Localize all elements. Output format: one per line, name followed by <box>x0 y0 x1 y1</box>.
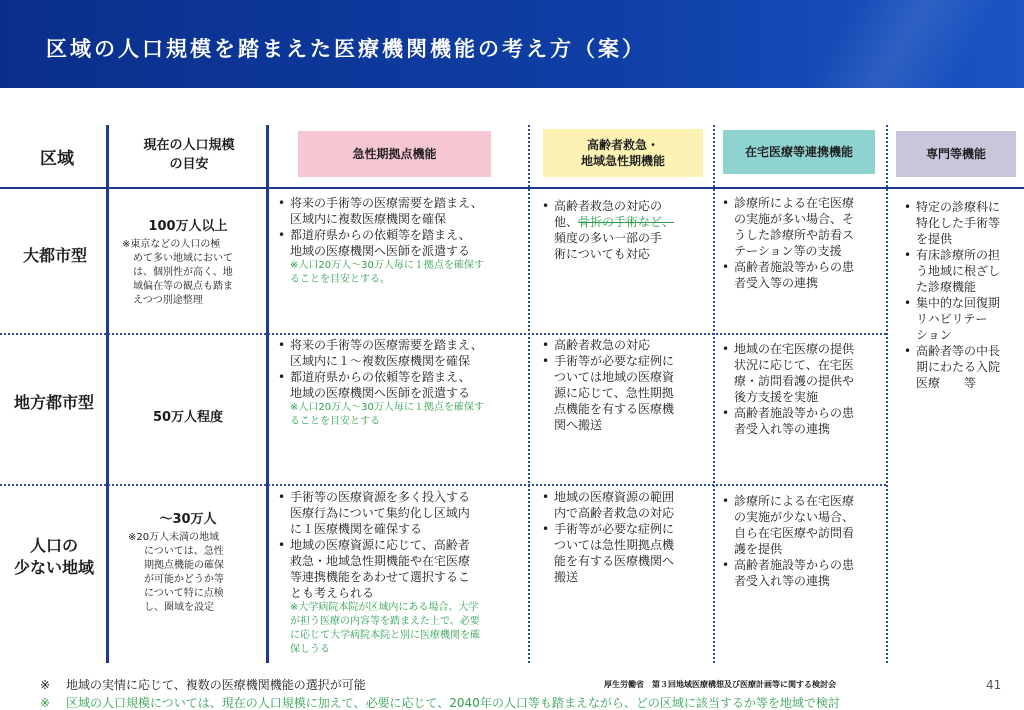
population-small <box>118 508 258 615</box>
region-name-small-line1: 人口の <box>29 536 78 555</box>
special-list <box>902 199 1000 391</box>
list-item <box>902 295 1000 343</box>
acute-large-note <box>276 259 484 287</box>
line: ることを目安とする。 <box>290 274 390 285</box>
acute-small <box>276 489 480 657</box>
population-large-note <box>122 238 258 308</box>
line: 手術等が必要な症例に <box>554 522 675 536</box>
note-mark: ※ <box>40 696 51 710</box>
list-item <box>276 369 484 401</box>
line: ※大学病院本院が区域内にある場合、大学 <box>290 602 479 613</box>
line: 地域の医療機関へ医師を派遣する <box>290 386 471 400</box>
line: 点機能を有する医療機 <box>554 402 675 416</box>
footer-note-2-text: 区域の人口規模については、現在の人口規模に加えて、必要に応じて、2040年の人口等も踏まえながら、どの区域に該当するか等を地域で検討 <box>66 696 840 710</box>
line: の実施が少ない場合、 <box>734 510 855 524</box>
header-population-line2: の目安 <box>169 157 209 172</box>
line: 地域の医療資源に応じて、高齢者 <box>290 538 470 552</box>
header-region: 区域 <box>40 149 74 169</box>
line: テーション等の支援 <box>734 244 842 258</box>
list-item <box>276 195 484 227</box>
note-line: ※東京などの人口の極 <box>122 239 221 250</box>
line: ※人口20万人～30万人毎に１拠点を確保す <box>290 260 484 271</box>
footer-note-2 <box>40 694 840 710</box>
line: 救急・地域急性期機能や在宅医療 <box>290 554 471 568</box>
line: 期にわたる入院 <box>916 360 1001 374</box>
line: 高齢者等の中長 <box>916 344 1001 358</box>
region-name-regional: 地方都市型 <box>13 393 94 412</box>
line: 護を提供 <box>734 542 783 556</box>
note-line: 期拠点機能の確保 <box>144 560 224 571</box>
list-item <box>720 341 854 405</box>
acute-small-note <box>276 601 480 657</box>
line: 都道府県からの依頼等を踏まえ、 <box>290 228 471 242</box>
list-item <box>902 199 1000 247</box>
note-line: 域偏在等の観点も踏ま <box>133 281 233 292</box>
list-item <box>720 557 854 589</box>
line: 診療所による在宅医療 <box>734 494 855 508</box>
acute-regional <box>276 337 484 429</box>
line: 手術等が必要な症例に <box>554 354 675 368</box>
line: 源に応じて、急性期拠 <box>554 386 674 400</box>
population-large <box>118 215 258 308</box>
page-number: 41 <box>986 678 1002 692</box>
divider-h-header <box>0 187 1024 189</box>
line: 等連携機能をあわせて選択するこ <box>290 570 471 584</box>
line: 後方支援を実施 <box>734 390 819 404</box>
line: 自ら在宅医療や訪問看 <box>734 526 855 540</box>
line: 他、 <box>554 215 579 229</box>
note-line: めて多い地域において <box>133 253 233 264</box>
line: に応じて大学病院本院と別に医療機関を確 <box>290 630 480 641</box>
line: う地域に根ざし <box>916 264 1001 278</box>
region-name-small <box>4 535 104 579</box>
line: 療・訪問看護の提供や <box>734 374 855 388</box>
footer-note-1 <box>40 676 366 693</box>
struck-text: 骨折の手術など、 <box>578 215 675 229</box>
population-small-note <box>128 531 258 615</box>
list-item <box>540 521 674 585</box>
list-item <box>540 337 674 353</box>
line: 者受入れ等の連携 <box>734 574 831 588</box>
region-name-large: 大都市型 <box>22 246 87 265</box>
note-line: し、圏域を設定 <box>144 602 214 613</box>
line: 能を有する医療機関へ <box>554 554 675 568</box>
elderly-small <box>540 489 674 585</box>
line: 状況に応じて、在宅医 <box>734 358 854 372</box>
list-item <box>902 343 1000 391</box>
line: 保しうる <box>290 644 330 655</box>
note-mark: ※ <box>40 678 51 692</box>
line: 術についても対応 <box>554 247 650 261</box>
source-credit: 厚生労働省 第３回地域医療構想及び医療計画等に関する検討会 <box>604 680 836 689</box>
list-item <box>720 405 854 437</box>
line: リハビリテー <box>916 312 988 326</box>
home-regional <box>720 341 854 437</box>
line: ション <box>916 328 952 342</box>
divider-v-3 <box>528 125 530 663</box>
line: 集中的な回復期 <box>916 296 1001 310</box>
population-regional <box>118 406 258 425</box>
list-item <box>540 489 674 521</box>
note-line: については、急性 <box>144 546 224 557</box>
line: 区域内に複数医療機関を確保 <box>290 212 447 226</box>
divider-v-2 <box>266 125 269 663</box>
header-elderly-tag <box>543 129 703 177</box>
list-item <box>720 259 854 291</box>
list-item <box>276 537 480 601</box>
footer-note-1-text: 地域の実情に応じて、複数の医療機関機能の選択が可能 <box>66 678 366 692</box>
line: 地域の医療資源の範囲 <box>554 490 675 504</box>
line: 関へ搬送 <box>554 418 603 432</box>
divider-v-5 <box>886 125 888 663</box>
list-item <box>902 247 1000 295</box>
line: 者受入等の連携 <box>734 276 819 290</box>
divider-h-1 <box>0 333 886 335</box>
population-large-main: 100万人以上 <box>148 219 228 234</box>
line: 高齢者施設等からの患 <box>734 406 855 420</box>
line: 特定の診療科に <box>916 200 1001 214</box>
acute-large <box>276 195 484 287</box>
line: 将来の手術等の医療需要を踏まえ、 <box>290 196 483 210</box>
population-regional-main: 50万人程度 <box>152 410 224 425</box>
list-item <box>276 489 480 537</box>
line: とも考えられる <box>290 586 375 600</box>
line: 高齢者施設等からの患 <box>734 260 855 274</box>
line: 将来の手術等の医療需要を踏まえ、 <box>290 338 483 352</box>
note-line: は、個別性が高く、地 <box>133 267 233 278</box>
home-small <box>720 493 854 589</box>
line: の実施が多い場合、そ <box>734 212 855 226</box>
line: た診療機能 <box>916 280 977 294</box>
line: ることを目安とする <box>290 416 380 427</box>
population-small-main: ～30万人 <box>159 512 217 527</box>
line: 高齢者救急の対応 <box>554 338 651 352</box>
line: 医療 等 <box>916 376 977 390</box>
divider-v-1 <box>106 125 109 663</box>
line: 医療行為について集約化し区域内 <box>290 506 470 520</box>
note-line: ※20万人未満の地域 <box>128 532 220 543</box>
header-home-tag: 在宅医療等連携機能 <box>723 130 875 174</box>
note-line: について特に点検 <box>144 588 224 599</box>
line: 診療所による在宅医療 <box>734 196 855 210</box>
note-line: が可能かどうか等 <box>144 574 224 585</box>
divider-v-4 <box>713 125 715 663</box>
elderly-regional <box>540 337 674 433</box>
line: 区域内に１～複数医療機関を確保 <box>290 354 471 368</box>
line: 高齢者施設等からの患 <box>734 558 855 572</box>
home-large <box>720 195 854 291</box>
region-name-small-line2: 少ない地域 <box>13 558 94 577</box>
list-item <box>720 195 854 259</box>
line: 都道府県からの依頼等を踏まえ、 <box>290 370 471 384</box>
list-item <box>276 337 484 369</box>
header-acute-tag: 急性期拠点機能 <box>298 131 491 177</box>
header-population <box>114 136 264 174</box>
header-special-tag: 専門等機能 <box>896 131 1016 177</box>
line: 内で高齢者救急の対応 <box>554 506 675 520</box>
line: ついては地域の医療資 <box>554 370 675 384</box>
line: を提供 <box>916 232 953 246</box>
line: ついては急性期拠点機 <box>554 538 675 552</box>
line: 手術等の医療資源を多く投入する <box>290 490 471 504</box>
line: 搬送 <box>554 570 579 584</box>
list-item <box>720 493 854 557</box>
acute-regional-note <box>276 401 484 429</box>
header-elderly-line2: 地域急性期機能 <box>580 154 665 168</box>
list-item <box>540 198 674 262</box>
line: に１医療機関を確保する <box>290 522 423 536</box>
title-bar <box>0 0 1024 88</box>
note-line: えつつ別途整理 <box>133 295 203 306</box>
line: が担う医療の内容等を踏まえた上で、必要 <box>290 616 480 627</box>
line: 者受入れ等の連携 <box>734 422 831 436</box>
line: 地域の医療機関へ医師を派遣する <box>290 244 471 258</box>
line: うした診療所や訪看ス <box>734 228 855 242</box>
line: 地域の在宅医療の提供 <box>734 342 855 356</box>
line: ※人口20万人～30万人毎に１拠点を確保す <box>290 402 484 413</box>
line: 特化した手術等 <box>916 216 1001 230</box>
page-title: 区域の人口規模を踏まえた医療機関機能の考え方（案） <box>46 37 646 61</box>
list-item <box>540 353 674 433</box>
line: 高齢者救急の対応の <box>554 199 663 213</box>
elderly-large <box>540 198 674 262</box>
divider-h-2 <box>0 484 886 486</box>
header-elderly-line1: 高齢者救急・ <box>586 138 659 152</box>
list-item <box>276 227 484 259</box>
line: 頻度の多い一部の手 <box>554 231 663 245</box>
header-population-line1: 現在の人口規模 <box>143 138 235 153</box>
line: 有床診療所の担 <box>916 248 1001 262</box>
